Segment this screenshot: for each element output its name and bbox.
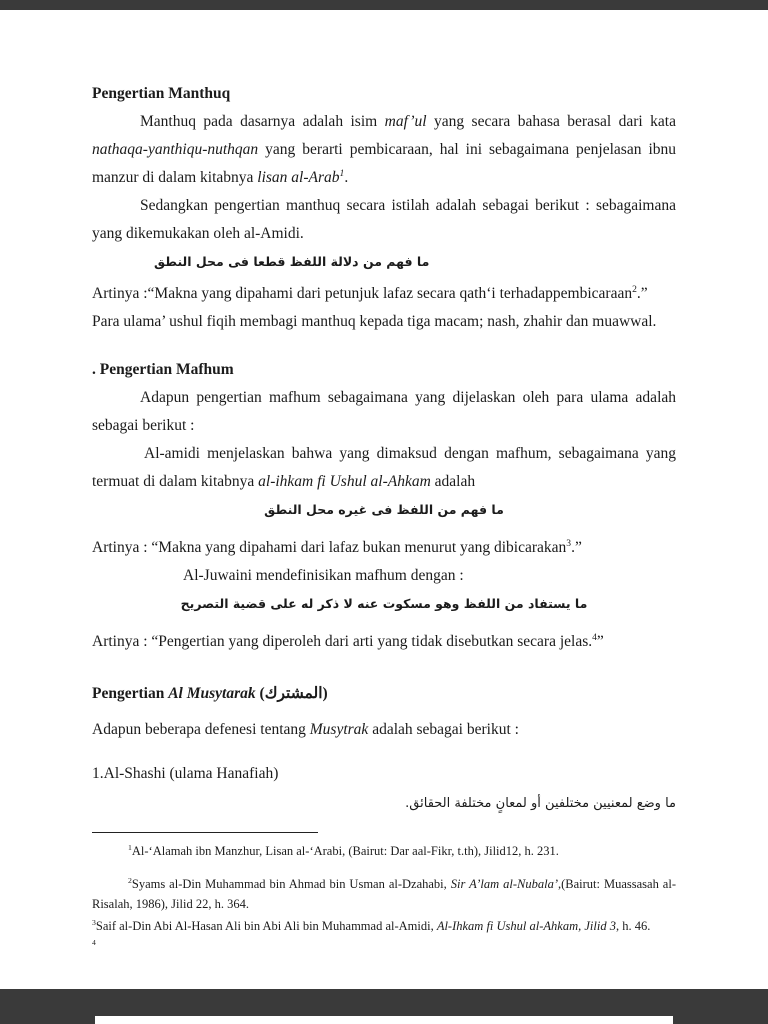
- arabic-quote-manthuq: ما فهم من دلالة اللفظ قطعا فى محل النطق: [154, 254, 430, 269]
- heading-pengertian-manthuq: Pengertian Manthuq: [92, 85, 231, 102]
- footnote-4: 4: [92, 937, 96, 947]
- document-page: [0, 10, 768, 956]
- paragraph-manthuq-istilah: Sedangkan pengertian manthuq secara istilah adalah sebagai berikut : sebagaimana yang dikemukakan oleh al-Amidi.: [92, 197, 676, 242]
- arabic-quote-aljuwaini: ما يستفاد من اللفظ وهو مسكوت عنه لا ذكر له على قضية التصريح: [180, 596, 588, 611]
- footnote-3: $^3$Saif al-Din Abi Al-Hasan Ali bin Abi Ali bin Muhammad al-Amidi, Al-Ihkam fi Ushul al-Ahkam, Jilid 3, h. 46.: [92, 917, 651, 933]
- paragraph-ulama-ushul: Para ulama’ ushul fiqih membagi manthuq kepada tiga macam; nash, zhahir dan muawwal.: [92, 313, 657, 330]
- footnote-2: $^2$Syams al-Din Muhammad bin Ahmad bin Usman al-Dzahabi, Sir A’lam al-Nubala’,(Bairut: Muassasah al-Risalah, 1986), Jilid 22, h. 364.: [92, 875, 676, 911]
- paragraph-alshashi: 1.Al-Shashi (ulama Hanafiah): [92, 765, 279, 782]
- paragraph-mafhum-intro: Adapun pengertian mafhum sebagaimana yang dijelaskan oleh para ulama adalah sebagai berikut :: [92, 389, 676, 434]
- paragraph-artinya-1: Artinya :“Makna yang dipahami dari petunjuk lafaz secara qath‘i terhadappembicaraan$^2$.”: [92, 283, 648, 302]
- footnote-separator: [92, 832, 318, 833]
- next-page-edge: [95, 1016, 673, 1024]
- paragraph-manthuq-definition: Manthuq pada dasarnya adalah isim maf’ul yang secara bahasa berasal dari kata nathaqa-yanthiqu-nuthqan yang berarti pembicaraan, hal ini sebagaimana penjelasan ibnu manzur di dalam kitabnya lisan al-Arab$^1$.: [92, 113, 676, 186]
- paragraph-artinya-3: Artinya : “Pengertian yang diperoleh dari arti yang tidak disebutkan secara jelas.$^4$”: [92, 631, 604, 650]
- paragraph-musytarak-intro: Adapun beberapa defenesi tentang Musytrak adalah sebagai berikut :: [92, 721, 519, 738]
- arabic-quote-alshashi: ما وضع لمعنيين مختلفين أو لمعانٍ مختلفة الحقائق.: [405, 796, 676, 811]
- paragraph-mafhum-alamidi: Al-amidi menjelaskan bahwa yang dimaksud dengan mafhum, sebagaimana yang termuat di dalam kitabnya al-ihkam fi Ushul al-Ahkam adalah: [92, 445, 676, 490]
- heading-pengertian-al-musytarak: Pengertian Al Musytarak (المشترك): [92, 685, 328, 702]
- paragraph-aljuwaini: Al-Juwaini mendefinisikan mafhum dengan :: [183, 567, 464, 584]
- heading-pengertian-mafhum: . Pengertian Mafhum: [92, 361, 234, 378]
- paragraph-artinya-2: Artinya : “Makna yang dipahami dari lafaz bukan menurut yang dibicarakan$^3$.”: [92, 537, 582, 556]
- arabic-quote-mafhum: ما فهم من اللفظ فى غيره محل النطق: [264, 502, 504, 517]
- viewer-top-bar: [0, 0, 768, 10]
- footnote-1: $^1$Al-‘Alamah ibn Manzhur, Lisan al-‘Arabi, (Bairut: Dar aal-Fikr, t.th), Jilid12, h. 231.: [128, 842, 559, 858]
- viewer-bottom-bar: [0, 989, 768, 1024]
